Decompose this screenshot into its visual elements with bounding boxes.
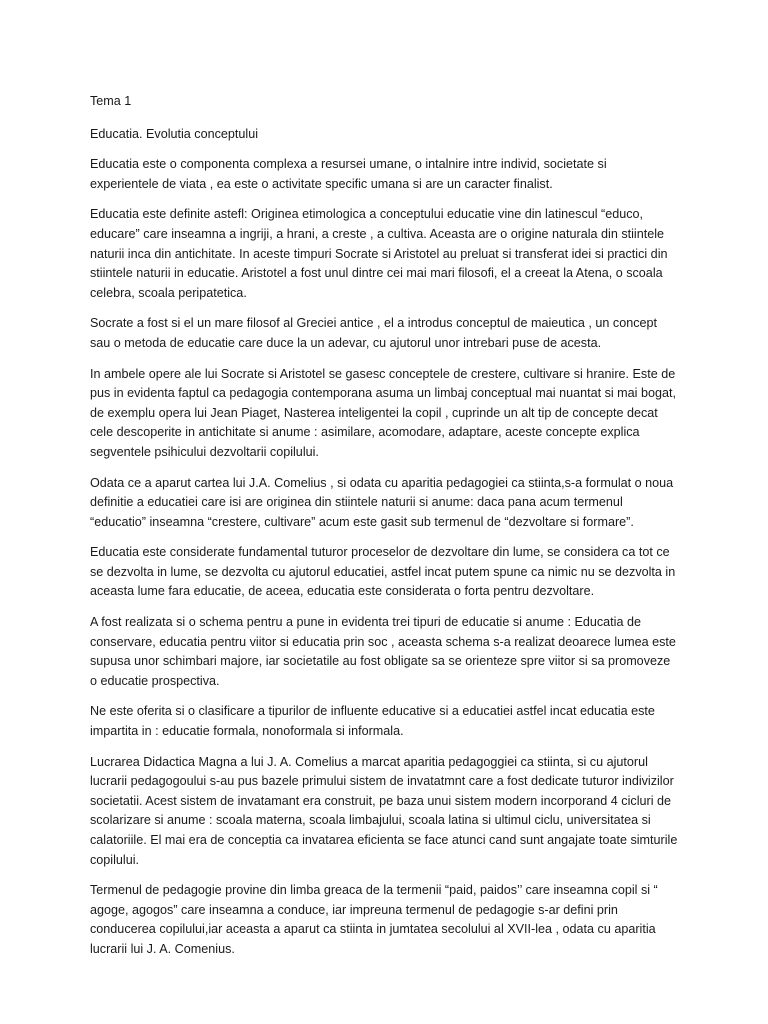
paragraph-1: Educatia este o componenta complexa a resursei umane, o intalnire intre individ, societate si experientele de viata , ea este o activitate specific umana si are un caracter finalist. bbox=[90, 157, 607, 191]
paragraph-3: Socrate a fost si el un mare filosof al Greciei antice , el a introdus conceptul de maieutica , un concept sau o metoda de educatie care duce la un adevar, cu ajutorul unor intrebari puse de acesta. bbox=[90, 316, 658, 350]
paragraph-4: In ambele opere ale lui Socrate si Aristotel se gasesc conceptele de crestere, cultivare si hranire. Este de pus in evidenta faptul ca pedagogia contemporana asuma un limbaj conceptual mai nuantat si mai bogat, de exemplu opera lui Jean Piaget, Nasterea inteligentei la copil , cuprinde un alt tip de concepte decat cele descoperite in antichitate si anume : asimilare, acomodare, adaptare, aceste concepte explica segventele psihicului dezvoltarii copilului. bbox=[90, 366, 676, 459]
paragraph-9: Lucrarea Didactica Magna a lui J. A. Comelius a marcat aparitia pedagoggiei ca stiinta, si cu ajutorul lucrarii pedagogoului s-au pus bazele primului sistem de invatatmnt care a fost dedicate tuturor indivizilor societatii. Acest sistem de invatamant era construit, pe baza unui sistem modern incorporand 4 cicluri de scolarizare si anume : scoala materna, scoala limbajului, scoala latina si ultimul ciclu, universitatea si calatoriile. El mai era de conceptia ca invatarea eficienta se face atunci cand sunt angajate toate simturile copilului. bbox=[90, 754, 678, 867]
document-subtitle: Educatia. Evolutia conceptului bbox=[90, 126, 259, 141]
paragraph-2: Educatia este definite astefl: Originea etimologica a conceptului educatie vine din latinescul “educo, educare” care inseamna a ingriji, a hrani, a creste , a cultiva. Aceasta are o origine naturala din stiintele naturii inca din antichitate. In aceste timpuri Socrate si Aristotel au preluat si transferat idei si practici din stiintele naturii in educatie. Aristotel a fost unul dintre cei mai mari filosofi, el a creeat la Atena, o scoala celebra, scoala peripatetica. bbox=[90, 207, 668, 300]
paragraph-7: A fost realizata si o schema pentru a pune in evidenta trei tipuri de educatie si anume : Educatia de conservare, educatia pentru viitor si educatia prin soc , aceasta schema s-a realizat deoarece lumea este supusa unor schimbari majore, iar societatile au fost obligate sa se orienteze spre viitor si sa promoveze o educatie prospectiva. bbox=[90, 615, 676, 688]
document-heading: Tema 1 bbox=[90, 94, 132, 108]
paragraph-6: Educatia este considerate fundamental tuturor proceselor de dezvoltare din lume, se considera ca tot ce se dezvolta in lume, se dezvolta cu ajutorul educatiei, astfel incat putem spune ca nimic nu se dezvolta in aceasta lume fara educatie, de aceea, educatia este considerata o forta pentru dezvoltare. bbox=[90, 545, 676, 599]
document-page bbox=[90, 92, 678, 971]
paragraph-5: Odata ce a aparut cartea lui J.A. Comelius , si odata cu aparitia pedagogiei ca stiinta,s-a formulat o noua definitie a educatiei care isi are originea din stiintele naturii si anume: daca pana acum termenul “educatio” inseamna “crestere, cultivare” acum este gasit sub termenul de “dezvoltare si formare”. bbox=[90, 475, 674, 529]
paragraph-8: Ne este oferita si o clasificare a tipurilor de influente educative si a educatiei astfel incat educatia este impartita in : educatie formala, nonoformala si informala. bbox=[90, 704, 655, 739]
paragraph-10: Termenul de pedagogie provine din limba greaca de la termenii “paid, paidos’’ care inseamna copil si “ agoge, agogos” care inseamna a conduce, iar impreuna termenul de pedagogie s-ar defini prin conducerea copilului,iar aceasta a aparut ca stiinta in jumtatea secolului al XVII-lea , odata cu aparitia lucrarii lui J. A. Comenius. bbox=[90, 883, 658, 956]
